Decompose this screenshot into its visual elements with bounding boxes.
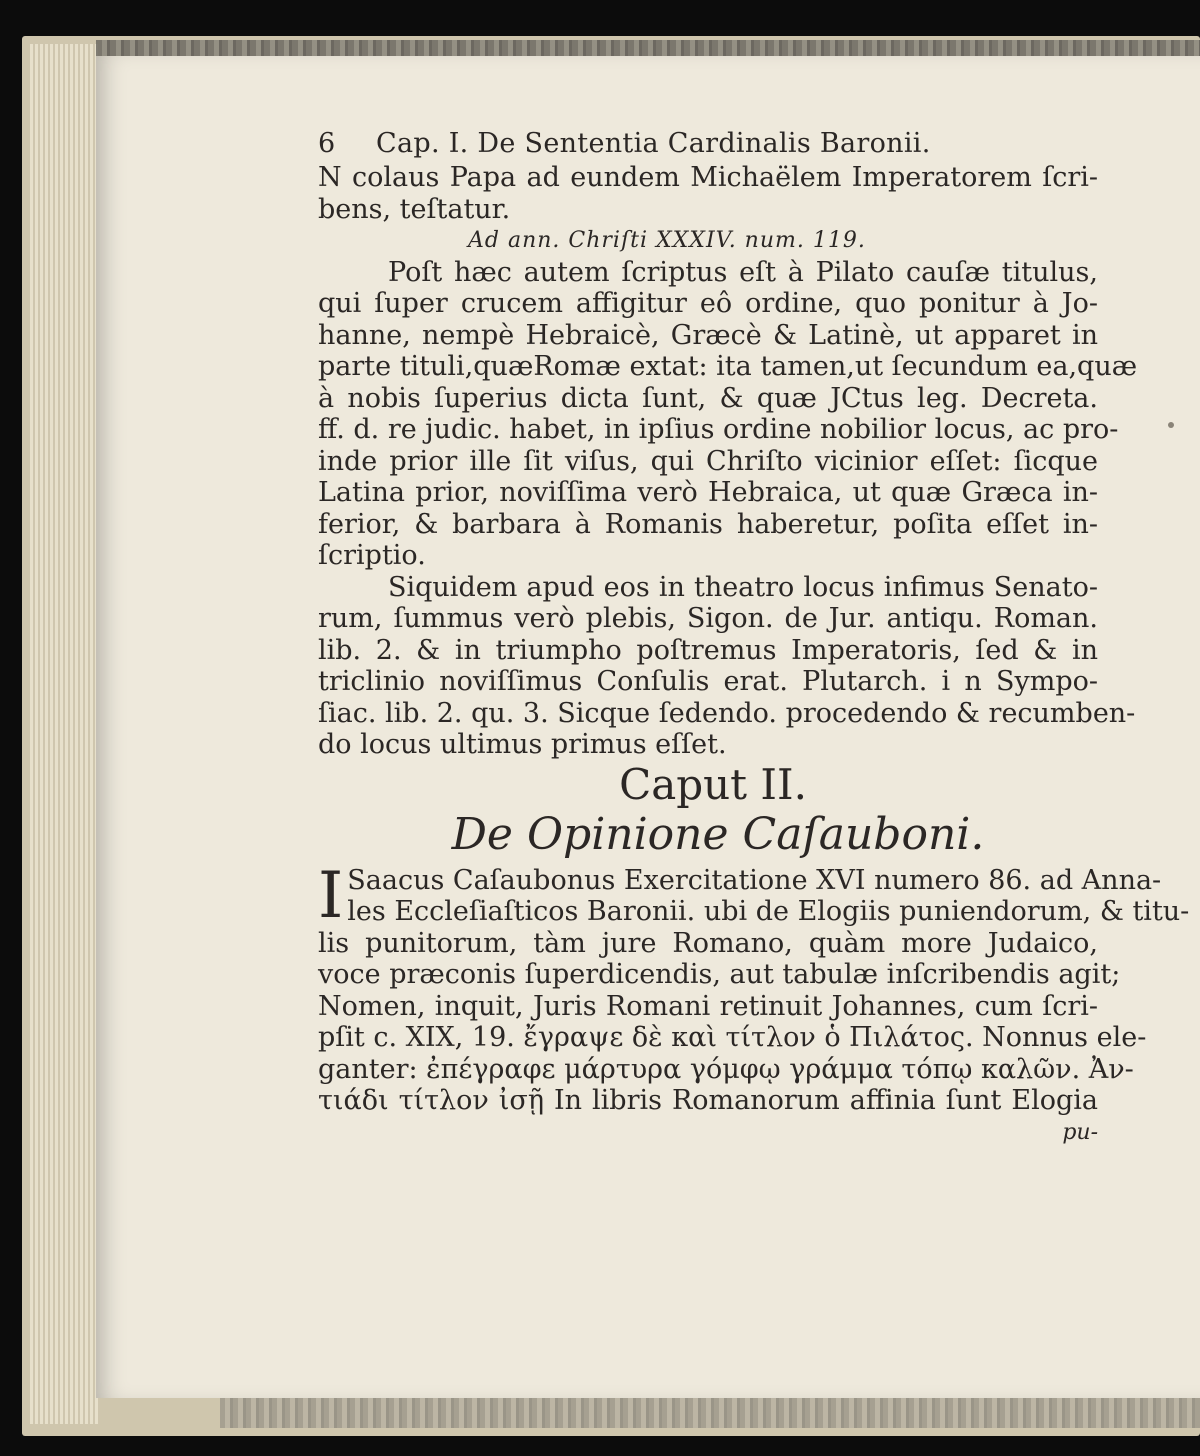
- bottom-page-edge: [220, 1398, 1200, 1428]
- text-line: pſit c. XIX, 19. ἔγραψε δὲ καὶ τίτλον ὁ Πιλάτος. Nonnus ele-: [318, 1022, 1147, 1053]
- text-line: ferior, & barbara à Romanis haberetur, poſita eſſet in-: [318, 508, 1098, 540]
- text-line: à nobis ſuperius dicta ſunt, & quæ JCtus leg. Decreta.: [318, 382, 1098, 414]
- citation: Ad ann. Chriſti XXXIV. num. 119.: [468, 228, 866, 253]
- text-line: lib. 2. & in triumpho poſtremus Imperatoris, ſed & in: [318, 634, 1098, 666]
- text-line: τιάδι τίτλον ἰσῇ In libris Romanorum affinia ſunt Elogia: [318, 1085, 1098, 1116]
- top-page-edge: [96, 40, 1200, 56]
- page-stack-edge: [30, 44, 100, 1424]
- text-line: Saacus Caſaubonus Exercitatione XVI numero 86. ad Anna-: [347, 864, 1162, 896]
- text-line: do locus ultimus primus eſſet.: [318, 729, 727, 760]
- text-line: triclinio noviſſimus Conſulis erat. Plutarch. i n Sympo-: [318, 666, 1098, 697]
- text-line: ſcriptio.: [318, 540, 426, 571]
- paragraph-2: [318, 571, 1136, 761]
- running-header: [318, 128, 1098, 162]
- text-line: ſiac. lib. 2. qu. 3. Sicque ſedendo. procedendo & recumben-: [318, 697, 1136, 729]
- text-line: Nomen, inquit, Juris Romani retinuit Johannes, cum ſcri-: [318, 990, 1098, 1022]
- text-line: hanne, nempè Hebraicè, Græcè & Latinè, ut apparet in: [318, 319, 1098, 351]
- chapter-subtitle: De Opinione Caſauboni.: [451, 808, 985, 860]
- text-line: qui ſuper crucem affigitur eô ordine, quo ponitur à Jo-: [318, 288, 1098, 319]
- text-line: lis punitorum, tàm jure Romano, quàm more Judaico,: [318, 927, 1098, 959]
- text-line: Latina prior, noviſſima verò Hebraica, ut quæ Græca in-: [318, 477, 1098, 508]
- catchword: pu-: [1062, 1119, 1098, 1145]
- text-line: bens, teſtatur.: [318, 193, 511, 225]
- text-line: inde prior ille ſit viſus, qui Chriſto vicinior eſſet: ſicque: [318, 445, 1098, 477]
- paper-spot: [1168, 422, 1174, 428]
- text-line: parte tituli,quæRomæ extat: ita tamen,ut ſecundum ea,quæ: [318, 351, 1138, 382]
- text-line: N colaus Papa ad eundem Michaëlem Imperatorem ſcri-: [318, 162, 1098, 193]
- paragraph-3: [318, 858, 1190, 1117]
- text-line: ganter: ἐπέγραφε μάρτυρα γόμφῳ γράμμα τόπῳ καλῶν. Ἀν-: [318, 1053, 1134, 1085]
- text-line: Poſt hæc autem ſcriptus eſt à Pilato cauſæ titulus,: [388, 256, 1098, 288]
- text-line: rum, ſummus verò plebis, Sigon. de Jur. antiqu. Roman.: [318, 603, 1098, 634]
- text-line: les Eccleſiaſticos Baronii. ubi de Elogiis puniendorum, & titu-: [347, 896, 1190, 927]
- page-text: [318, 128, 1190, 1148]
- running-head: Cap. I. De Sententia Cardinalis Baronii.: [376, 128, 931, 159]
- paragraph-1: [318, 256, 1138, 572]
- drop-cap: I: [318, 858, 344, 933]
- chapter-title: Caput II.: [619, 759, 807, 809]
- text-line: voce præconis ſuperdicendis, aut tabulæ inſcribendis agit;: [318, 959, 1121, 990]
- text-line: ff. d. re judic. habet, in ipſius ordine nobilior locus, ac pro-: [318, 414, 1119, 445]
- text-line: Siquidem apud eos in theatro locus infimus Senato-: [388, 571, 1098, 603]
- page-number: 6: [318, 128, 336, 159]
